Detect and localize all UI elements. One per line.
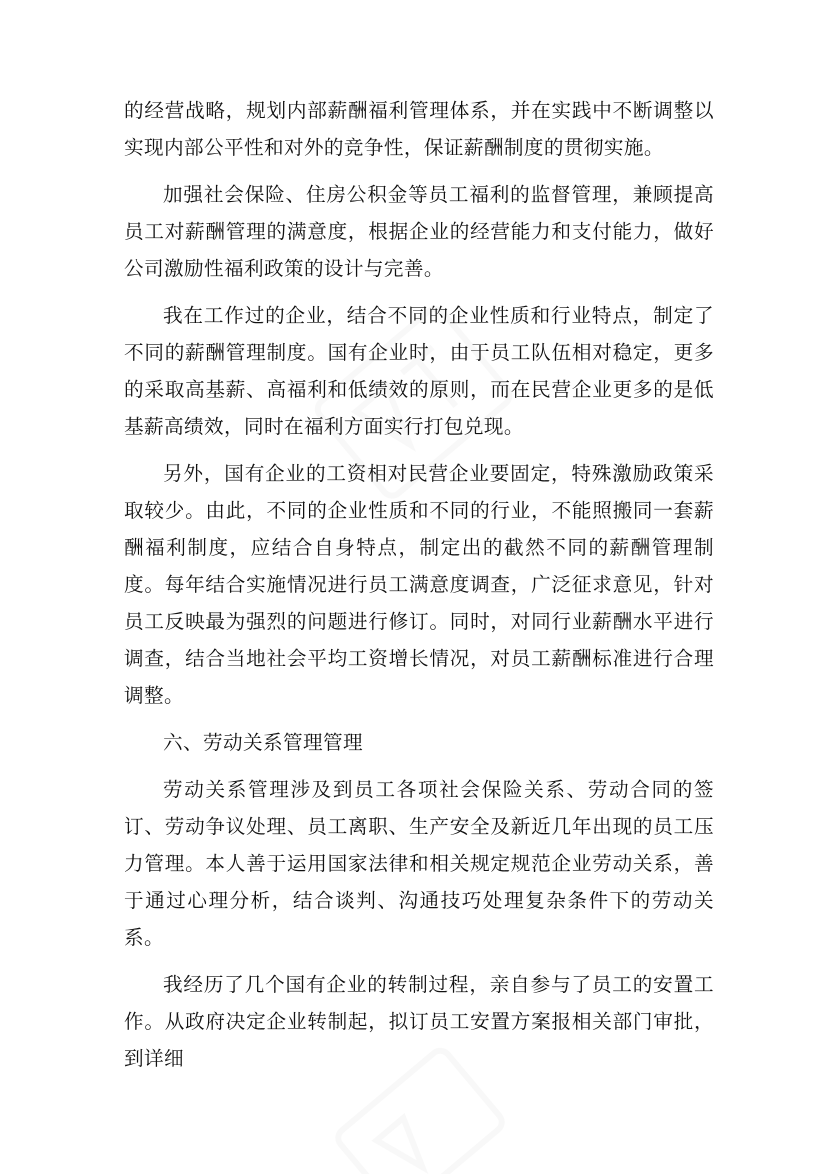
paragraph-5: 劳动关系管理涉及到员工各项社会保险关系、劳动合同的签订、劳动争议处理、员工离职、生产安全及新近几年出现的员工压力管理。本人善于运用国家法律和相关规定规范企业劳动关系，善于通过心理分析，结合谈判、沟通技巧处理复杂条件下的劳动关系。 (124, 778, 714, 949)
document-page (124, 0, 714, 1174)
paragraph-6: 我经历了几个国有企业的转制过程，亲自参与了员工的安置工作。从政府决定企业转制起，拟订员工安置方案报相关部门审批，到详细 (124, 973, 714, 1070)
paragraph-1: 的经营战略，规划内部薪酬福利管理体系，并在实践中不断调整以实现内部公平性和对外的竞争性，保证薪酬制度的贯彻实施。 (124, 99, 714, 159)
section-heading-six: 六、劳动关系管理管理 (163, 731, 363, 754)
paragraph-3: 我在工作过的企业，结合不同的企业性质和行业特点，制定了不同的薪酬管理制度。国有企业时，由于员工队伍相对稳定，更多的采取高基薪、高福利和低绩效的原则，而在民营企业更多的是低基薪高绩效，同时在福利方面实行打包兑现。 (124, 304, 714, 438)
paragraph-2: 加强社会保险、住房公积金等员工福利的监督管理，兼顾提高员工对薪酬管理的满意度，根据企业的经营能力和支付能力，做好公司激励性福利政策的设计与完善。 (124, 183, 714, 280)
paragraph-4: 另外，国有企业的工资相对民营企业要固定，特殊激励政策采取较少。由此，不同的企业性质和不同的行业，不能照搬同一套薪酬福利制度，应结合自身特点，制定出的截然不同的薪酬管理制度。每年结合实施情况进行员工满意度调查，广泛征求意见，针对员工反映最为强烈的问题进行修订。同时，对同行业薪酬水平进行调查，结合当地社会平均工资增长情况，对员工薪酬标准进行合理调整。 (124, 462, 714, 707)
